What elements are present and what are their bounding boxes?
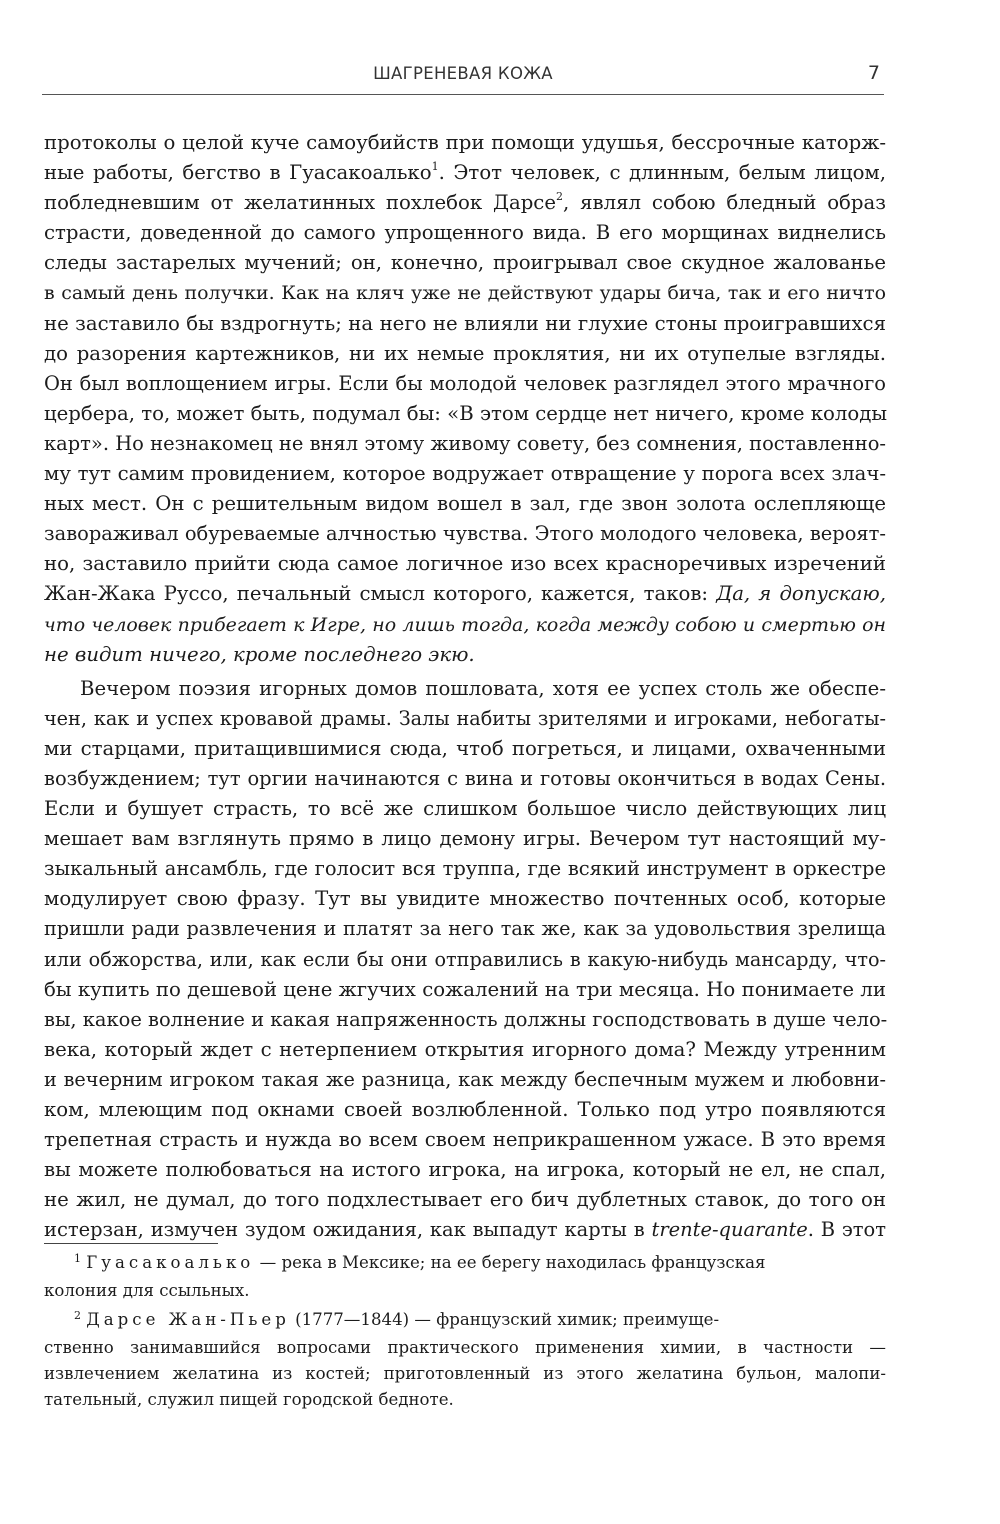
- text-line: протоколы о целой куче самоубийств при помощи удушья, бессрочные каторж-: [44, 131, 886, 154]
- text-line: в самый день получки. Как на кляч уже не действуют удары бича, так и его ничто: [44, 282, 886, 305]
- text-line: завораживал обуреваемые алчностью чувства. Этого молодого человека, вероят-: [44, 522, 886, 546]
- text-line: цербера, то, может быть, подумал бы: «В этом сердце нет ничего, кроме колоды: [44, 401, 888, 425]
- text-line: зыкальный ансамбль, где голосит вся труппа, где всякий инструмент в оркестре: [44, 857, 886, 881]
- text-line: ных мест. Он с решительным видом вошел в зал, где звон золота ослепляюще: [44, 492, 886, 516]
- text-line: что человек прибегает к Игре, но лишь тогда, когда между собою и смертью он: [44, 613, 886, 636]
- text-line: Если и бушует страсть, то всё же слишком большое число действующих лиц: [44, 797, 886, 821]
- text-line: модулирует свою фразу. Тут вы увидите множество почтенных особ, которые: [44, 887, 886, 911]
- game-name: trente-quarante: [651, 1218, 808, 1242]
- footnote-term: Гуасакоалько: [86, 1253, 255, 1272]
- running-title: ШАГРЕНЕВАЯ КОЖА: [373, 64, 553, 83]
- footnote-divider: [44, 1243, 218, 1244]
- text-line: трепетная страсть и нужда во всем своем неприкрашенном ужасе. В это время: [44, 1128, 886, 1152]
- footnote-line: колония для ссыльных.: [44, 1281, 250, 1300]
- text-line: возбуждением; тут оргии начинаются с вина и готовы окончиться в водах Сены.: [44, 766, 886, 790]
- text-line: побледневшим от желатинных похлебок Дарсе$^2$, являл собою бледный образ: [44, 190, 886, 215]
- text-line: истерзан, измучен зудом ожидания, как выпадут карты в trente-quarante. В этот: [44, 1218, 887, 1242]
- text-line: или обжорства, или, как если бы они отправились в какую-нибудь мансарду, что-: [44, 947, 886, 971]
- text-line: до разорения картежников, ни их немые проклятия, ни их отупелые взгляды.: [44, 341, 886, 365]
- footnote-line: тательный, служил пищей городской бедноте.: [44, 1390, 454, 1409]
- paragraph-1: [44, 128, 886, 670]
- text-line: пришли ради развлечения и платят за него так же, как за удовольствия зрелища: [44, 917, 886, 941]
- footnotes: [44, 1250, 886, 1413]
- paragraph-2: [44, 674, 886, 1246]
- text-line: ми старцами, притащившимися сюда, чтоб погреться, и лицами, охваченными: [44, 736, 886, 760]
- text-line: бы купить по дешевой цене жгучих сожалений на три месяца. Но понимаете ли: [44, 977, 886, 1001]
- page-number: 7: [867, 62, 880, 84]
- text-line: мешает вам взглянуть прямо в лицо демону игры. Вечером тут настоящий му-: [44, 827, 886, 851]
- text-line: страсти, доведенной до самого упрощенного вида. В его морщинах виднелись: [44, 221, 886, 245]
- footnote-term: Дарсе Жан-Пьер: [86, 1310, 290, 1329]
- text-line: чен, как и успех кровавой драмы. Залы набиты зрителями и игроками, небогаты-: [44, 706, 886, 730]
- footnote-1: $^1$ Гуасакоалько — река в Мексике; на ее берегу находилась французская колония для ссыльных.: [44, 1250, 886, 1304]
- footnote-line: извлечением желатина из костей; приготовленный из этого желатина бульон, малопи-: [44, 1364, 886, 1383]
- rousseau-quote: Да, я допускаю,: [716, 582, 886, 606]
- text-line: века, который ждет с нетерпением открытия игорного дома? Между утренним: [44, 1037, 886, 1061]
- text-line: не видит ничего, кроме последнего экю.: [44, 642, 475, 666]
- footnote-ref-2[interactable]: 2: [556, 190, 563, 204]
- text-line: вы, какое волнение и какая напряженность должны господствовать в душе чело-: [44, 1007, 888, 1031]
- footnote-line: ственно занимавшийся вопросами практического применения химии, в частности —: [44, 1338, 886, 1357]
- text-line: не заставило бы вздрогнуть; на него не влияли ни глухие стоны проигравшихся: [44, 311, 886, 335]
- text-line: но, заставило прийти сюда самое логичное изо всех красноречивых изречений: [44, 552, 886, 576]
- running-header: [42, 62, 884, 95]
- text-line: следы застарелых мучений; он, конечно, проигрывал свое скудное жалованье: [44, 251, 886, 275]
- footnote-ref-1[interactable]: 1: [431, 160, 439, 174]
- text-line: Он был воплощением игры. Если бы молодой человек разглядел этого мрачного: [44, 371, 886, 395]
- text-line: и вечерним игроком такая же разница, как между беспечным мужем и любовни-: [44, 1067, 886, 1091]
- footnote-mark: 1: [74, 1252, 81, 1265]
- text-line: не жил, не думал, до того подхлестывает его бич дублетных ставок, до того он: [44, 1188, 886, 1212]
- main-text: [44, 128, 886, 1245]
- text-line: ные работы, бегство в Гуасакоалько$^1$. Этот человек, с длинным, белым лицом,: [44, 160, 886, 185]
- footnote-mark: 2: [74, 1309, 81, 1322]
- text-line: ком, млеющим под окнами своей возлюбленной. Только под утро появляются: [44, 1098, 886, 1121]
- text-line: Жан-Жака Руссо, печальный смысл которого, кажется, таков: Да, я допускаю,: [44, 582, 886, 606]
- footnote-2: $^2$ Дарсе Жан-Пьер (1777—1844) — французский химик; преимуще- ственно занимавшийся вопросами практического применения химии, в частности — извлечением желатина из костей; приготовленный из этого желатина бульон, малопи- тательный, служил пищей городской бедноте.: [44, 1307, 886, 1413]
- text-line: вы можете полюбоваться на истого игрока, на игрока, который не ел, не спал,: [44, 1158, 886, 1182]
- text-line: карт». Но незнакомец не внял этому живому совету, без сомнения, поставленно-: [44, 431, 886, 455]
- text-line: му тут самим провидением, которое водружает отвращение у порога всех злач-: [44, 462, 886, 486]
- text-line: Вечером поэзия игорных домов пошловата, хотя ее успех столь же обеспе-: [80, 676, 886, 700]
